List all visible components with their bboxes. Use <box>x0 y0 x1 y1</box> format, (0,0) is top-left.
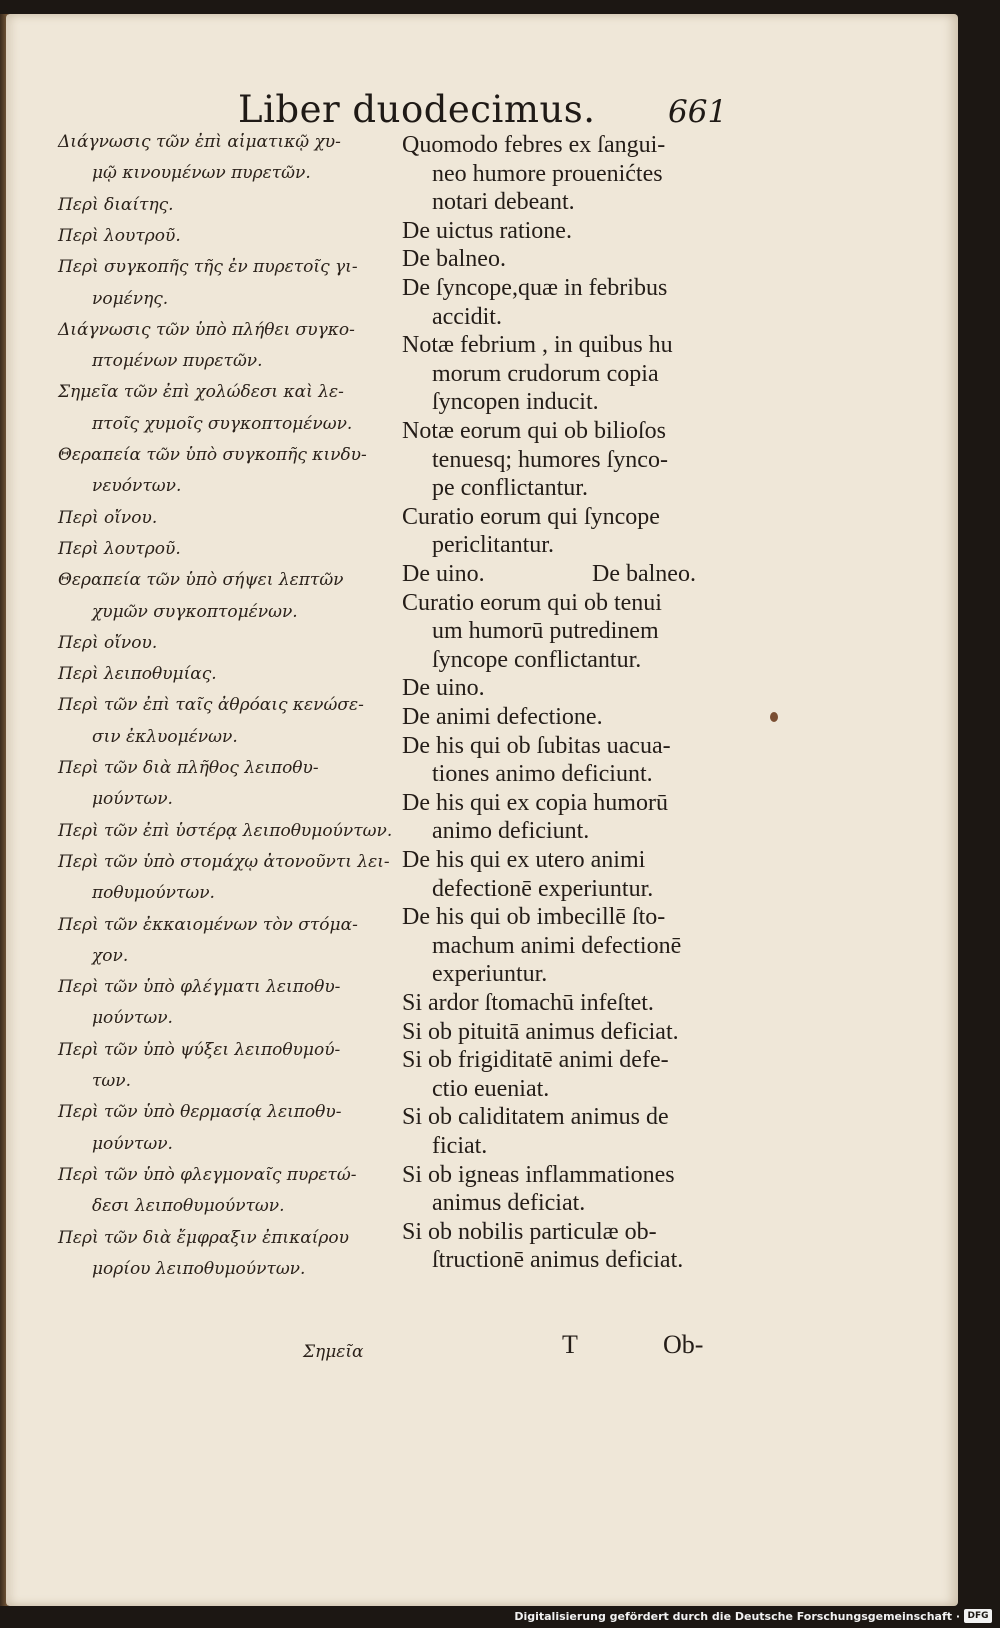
latin-toc-line: Notæ eorum qui ob bilioſos <box>402 418 666 444</box>
latin-toc-line: Curatio eorum qui ſyncope <box>402 503 660 530</box>
signature-mark: T <box>562 1330 578 1359</box>
digitization-credit: Digitalisierung gefördert durch die Deutsche Forschungsgemeinschaft · <box>514 1610 960 1623</box>
greek-toc-line: μῷ κινουμένων πυρετῶν. <box>92 163 311 184</box>
latin-toc-line: De his qui ex copia humorū <box>402 789 668 816</box>
greek-toc-line: νευόντων. <box>92 476 182 497</box>
greek-toc-line: χυμῶν συγκοπτομένων. <box>92 601 298 622</box>
latin-toc-line: periclitantur. <box>432 532 554 559</box>
latin-toc-line: Si ob caliditatem animus de <box>402 1104 669 1131</box>
greek-toc-line: μούντων. <box>92 1008 173 1029</box>
latin-toc-line: defectionē experiuntur. <box>432 875 654 902</box>
latin-toc-line: De his qui ex utero animi <box>402 847 646 873</box>
greek-toc-line: Περὶ οἴνου. <box>58 632 158 653</box>
latin-toc-line: Notæ febrium , in quibus hu <box>402 332 673 359</box>
latin-toc-line: De ſyncope,quæ in febribus <box>402 275 668 301</box>
greek-toc-line: Περὶ τῶν ἐπὶ ταῖς ἀθρόαις κενώσε- <box>58 695 364 716</box>
dfg-logo: DFG <box>964 1609 992 1623</box>
latin-toc-line: animus deficiat. <box>432 1190 586 1217</box>
greek-toc-line: Περὶ τῶν ὑπὸ θερμασίᾳ λειποθυ- <box>58 1102 342 1123</box>
latin-toc-line: Si ob nobilis particulæ ob- <box>402 1218 657 1245</box>
greek-toc-line: Περὶ οἴνου. <box>58 507 158 528</box>
latin-toc-line: morum crudorum copia <box>432 360 659 387</box>
latin-toc-line: ctio eueniat. <box>432 1075 550 1102</box>
latin-toc-line: De his qui ob imbecillē ſto- <box>402 904 666 931</box>
greek-toc-line: μούντων. <box>92 1133 173 1154</box>
latin-toc-line: notari debeant. <box>432 189 575 216</box>
latin-toc-line: De uino. <box>402 675 485 702</box>
greek-toc-line: Περὶ τῶν ἐκκαιομένων τὸν στόμα- <box>58 914 358 935</box>
greek-toc-line: Περὶ τῶν ὑπὸ φλέγματι λειποθυ- <box>58 977 341 998</box>
latin-toc-line: De animi defectione. <box>402 704 603 730</box>
greek-toc-line: Περὶ διαίτης. <box>58 194 174 215</box>
greek-toc-line: Περὶ τῶν διὰ πλῆθος λειποθυ- <box>58 758 319 778</box>
greek-toc-line: Σημεῖα τῶν ἐπὶ χολώδεσι καὶ λε- <box>58 382 344 403</box>
latin-toc-line: De uictus ratione. <box>402 217 572 244</box>
page-title: Liber duodecimus. <box>238 88 596 131</box>
latin-toc-line: De his qui ob ſubitas uacua- <box>402 732 671 759</box>
latin-toc-line: ſyncopen inducit. <box>432 389 599 416</box>
greek-toc-line: Περὶ τῶν ὑπὸ στομάχῳ ἀτονοῦντι λει- <box>58 851 390 872</box>
latin-toc-line: Curatio eorum qui ob tenui <box>402 589 662 616</box>
greek-toc-line: Περὶ συγκοπῆς τῆς ἐν πυρετοῖς γι- <box>58 257 358 278</box>
greek-toc-line: Περὶ τῶν διὰ ἔμφραξιν ἐπικαίρου <box>58 1227 349 1248</box>
greek-toc-line: Περὶ τῶν ὑπὸ φλεγμοναῖς πυρετώ- <box>58 1164 357 1185</box>
greek-toc-line: νομένης. <box>92 288 169 309</box>
latin-toc-line: tiones animo deficiunt. <box>432 761 653 788</box>
latin-toc-line: experiuntur. <box>432 961 548 988</box>
greek-toc-line: πτομένων πυρετῶν. <box>92 351 263 372</box>
page-number: 661 <box>668 94 728 130</box>
greek-toc-line: Περὶ τῶν ὑπὸ ψύξει λειποθυμού- <box>58 1039 341 1060</box>
latin-toc-line: ſtructionē animus deficiat. <box>432 1247 684 1274</box>
latin-toc-line: De uino. <box>402 561 485 587</box>
latin-toc-line: ſyncope conflictantur. <box>432 646 642 673</box>
greek-toc-line: μούντων. <box>92 789 173 810</box>
latin-toc-line: Si ardor ſtomachū infeſtet. <box>402 990 654 1016</box>
greek-toc-line: των. <box>92 1071 132 1091</box>
greek-toc-line: Θεραπεία τῶν ὑπὸ σήψει λεπτῶν <box>58 570 344 591</box>
ink-spot <box>770 712 778 722</box>
latin-toc-line: accidit. <box>432 303 502 330</box>
latin-toc-line: Si ob frigiditatē animi defe- <box>402 1047 669 1074</box>
greek-toc-line: σιν ἐκλυομένων. <box>92 726 238 747</box>
greek-toc-line: μορίου λειποθυμούντων. <box>92 1258 306 1279</box>
greek-toc-line: δεσι λειποθυμούντων. <box>92 1196 285 1217</box>
latin-toc-line: tenuesq; humores ſynco- <box>432 446 668 473</box>
latin-toc-line: Si ob pituitā animus deficiat. <box>402 1018 679 1045</box>
greek-toc-line: χον. <box>92 945 129 966</box>
greek-toc-line: Διάγνωσις τῶν ὑπὸ πλήθει συγκο- <box>58 319 355 340</box>
latin-toc-line: machum animi defectionē <box>432 932 682 959</box>
greek-toc-line: ποθυμούντων. <box>92 883 215 904</box>
latin-toc-line: De balneo. <box>592 561 696 587</box>
latin-toc-line: De balneo. <box>402 246 506 273</box>
greek-toc-line: Περὶ λουτροῦ. <box>58 225 181 246</box>
latin-toc-line: um humorū putredinem <box>432 618 659 645</box>
latin-toc-line: animo deficiunt. <box>432 818 590 845</box>
latin-catchword: Ob- <box>663 1330 704 1359</box>
latin-toc-line: Quomodo febres ex ſangui- <box>402 132 666 158</box>
latin-toc-line: Si ob igneas inflammationes <box>402 1161 675 1188</box>
greek-catchword: Σημεῖα <box>303 1342 364 1362</box>
greek-toc-line: Περὶ τῶν ἐπὶ ὑστέρᾳ λειποθυμούντων. <box>58 820 393 841</box>
latin-toc-line: ficiat. <box>432 1133 488 1159</box>
greek-toc-line: Θεραπεία τῶν ὑπὸ συγκοπῆς κινδυ- <box>58 445 367 465</box>
greek-toc-line: πτοῖς χυμοῖς συγκοπτομένων. <box>92 413 353 434</box>
greek-toc-line: Περὶ λουτροῦ. <box>58 538 181 559</box>
greek-toc-line: Διάγνωσις τῶν ἐπὶ αἱματικῷ χυ- <box>58 132 341 152</box>
latin-toc-line: neo humore prouenićtes <box>432 160 663 187</box>
latin-toc-line: pe conflictantur. <box>432 475 588 502</box>
greek-toc-line: Περὶ λειποθυμίας. <box>58 664 217 685</box>
